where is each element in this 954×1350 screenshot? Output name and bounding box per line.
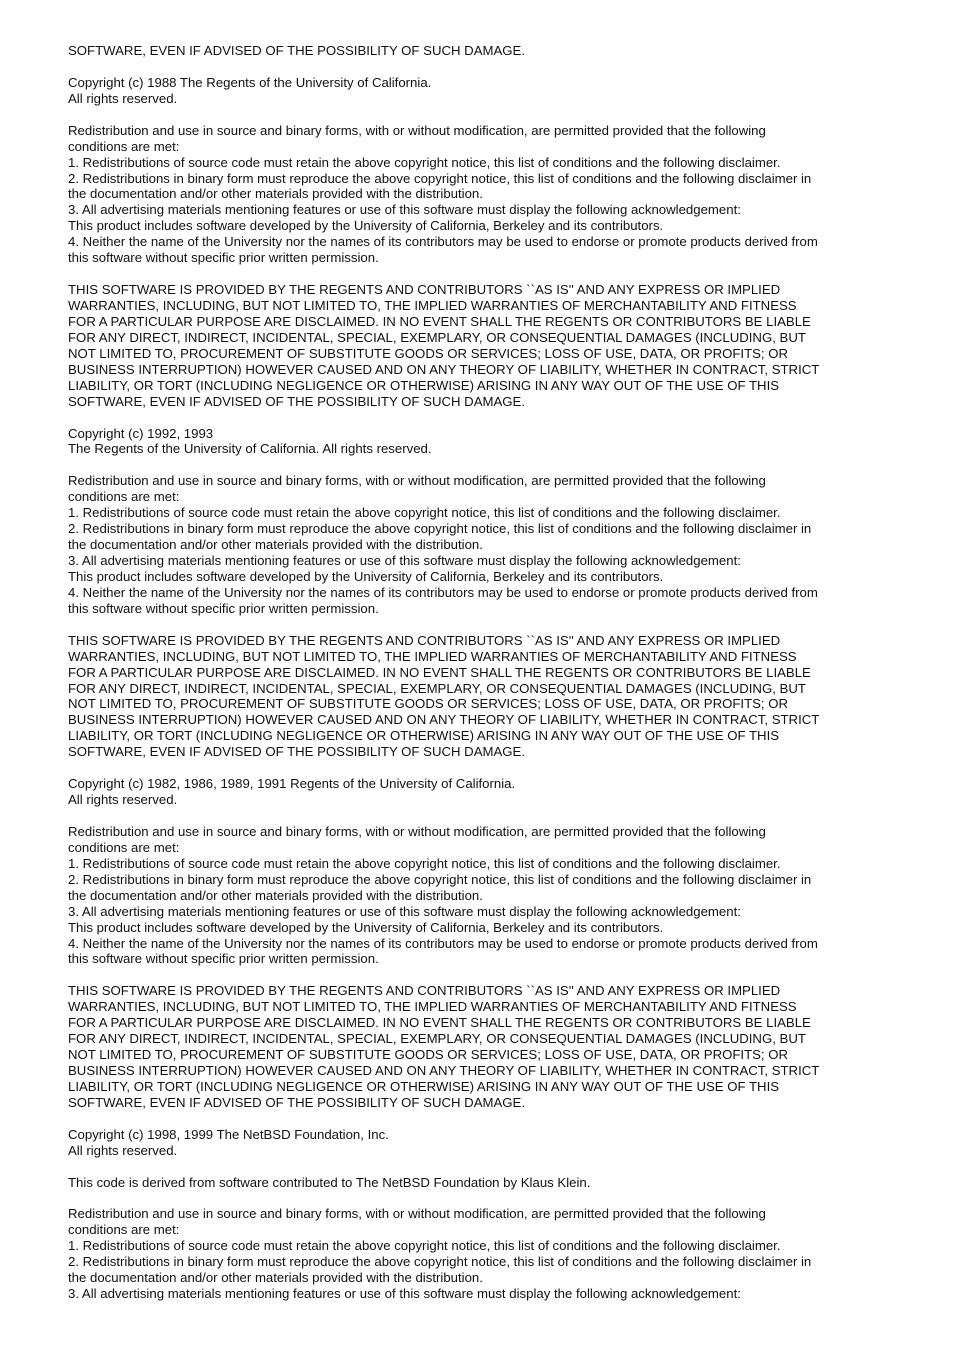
text-line: this software without specific prior written permission. (68, 250, 379, 266)
text-line: Copyright (c) 1988 The Regents of the University of California. (68, 74, 432, 90)
text-line: BUSINESS INTERRUPTION) HOWEVER CAUSED AND ON ANY THEORY OF LIABILITY, WHETHER IN CONTRACT, STRICT (68, 361, 820, 377)
text-line: 4. Neither the name of the University nor the names of its contributors may be used to endorse or promote products derived from (68, 584, 818, 600)
text-line: THIS SOFTWARE IS PROVIDED BY THE REGENTS AND CONTRIBUTORS ``AS IS'' AND ANY EXPRESS OR IMPLIED (68, 632, 781, 648)
text-line: THIS SOFTWARE IS PROVIDED BY THE REGENTS AND CONTRIBUTORS ``AS IS'' AND ANY EXPRESS OR IMPLIED (68, 282, 781, 298)
text-line: FOR A PARTICULAR PURPOSE ARE DISCLAIMED. IN NO EVENT SHALL THE REGENTS OR CONTRIBUTORS BE LIABLE (68, 1015, 811, 1031)
text-line: 3. All advertising materials mentioning features or use of this software must display the following acknowledgement: (68, 553, 741, 568)
text-line: LIABILITY, OR TORT (INCLUDING NEGLIGENCE OR OTHERWISE) ARISING IN ANY WAY OUT OF THE USE OF THIS (68, 728, 780, 744)
text-line: THIS SOFTWARE IS PROVIDED BY THE REGENTS AND CONTRIBUTORS ``AS IS'' AND ANY EXPRESS OR IMPLIED (68, 983, 781, 999)
text-line: LIABILITY, OR TORT (INCLUDING NEGLIGENCE OR OTHERWISE) ARISING IN ANY WAY OUT OF THE USE OF THIS (68, 1078, 780, 1094)
paragraph-warranty-disclaimer (68, 983, 898, 1111)
text-line: 1. Redistributions of source code must retain the above copyright notice, this list of conditions and the following disclaimer. (68, 855, 781, 871)
text-line: 3. All advertising materials mentioning features or use of this software must display the following acknowledgement: (68, 202, 741, 218)
text-line: All rights reserved. (68, 792, 178, 808)
text-line: 3. All advertising materials mentioning features or use of this software must display the following acknowledgement: (68, 903, 741, 919)
text-line: NOT LIMITED TO, PROCUREMENT OF SUBSTITUTE GOODS OR SERVICES; LOSS OF USE, DATA, OR PROFITS; OR (68, 696, 789, 712)
paragraph-disclaimer-end (68, 43, 898, 59)
text-line: 2. Redistributions in binary form must reproduce the above copyright notice, this list of conditions and the following disclaimer in (68, 871, 812, 887)
text-line: FOR A PARTICULAR PURPOSE ARE DISCLAIMED. IN NO EVENT SHALL THE REGENTS OR CONTRIBUTORS BE LIABLE (68, 664, 811, 680)
text-line: conditions are met: (68, 1222, 180, 1238)
text-line: Copyright (c) 1982, 1986, 1989, 1991 Regents of the University of California. (68, 776, 516, 792)
text-line: the documentation and/or other materials provided with the distribution. (68, 537, 483, 553)
text-line: This code is derived from software contributed to The NetBSD Foundation by Klaus Klein. (68, 1174, 591, 1190)
text-line: Redistribution and use in source and binary forms, with or without modification, are permitted provided that the following (68, 122, 766, 138)
text-line: FOR A PARTICULAR PURPOSE ARE DISCLAIMED. IN NO EVENT SHALL THE REGENTS OR CONTRIBUTORS BE LIABLE (68, 313, 811, 329)
text-line: conditions are met: (68, 489, 180, 505)
text-line: Copyright (c) 1992, 1993 (68, 425, 214, 441)
paragraph-conditions (68, 123, 898, 266)
text-line: This product includes software developed by the University of California, Berkeley and its contributors. (68, 919, 664, 935)
text-line: BUSINESS INTERRUPTION) HOWEVER CAUSED AND ON ANY THEORY OF LIABILITY, WHETHER IN CONTRACT, STRICT (68, 712, 820, 728)
paragraph-warranty-disclaimer (68, 282, 898, 410)
text-line: Redistribution and use in source and binary forms, with or without modification, are permitted provided that the following (68, 1206, 766, 1222)
text-line: BUSINESS INTERRUPTION) HOWEVER CAUSED AND ON ANY THEORY OF LIABILITY, WHETHER IN CONTRACT, STRICT (68, 1063, 820, 1078)
text-line: this software without specific prior written permission. (68, 951, 379, 967)
text-line: Copyright (c) 1998, 1999 The NetBSD Foundation, Inc. (68, 1126, 389, 1142)
text-line: SOFTWARE, EVEN IF ADVISED OF THE POSSIBILITY OF SUCH DAMAGE. (68, 744, 526, 760)
text-line: this software without specific prior written permission. (68, 600, 379, 616)
text-line: NOT LIMITED TO, PROCUREMENT OF SUBSTITUTE GOODS OR SERVICES; LOSS OF USE, DATA, OR PROFITS; OR (68, 1047, 789, 1063)
text-line: conditions are met: (68, 839, 180, 855)
text-line: conditions are met: (68, 138, 180, 154)
license-text (68, 43, 898, 1318)
paragraph-conditions (68, 473, 898, 616)
text-line: NOT LIMITED TO, PROCUREMENT OF SUBSTITUTE GOODS OR SERVICES; LOSS OF USE, DATA, OR PROFITS; OR (68, 345, 789, 361)
text-line: LIABILITY, OR TORT (INCLUDING NEGLIGENCE OR OTHERWISE) ARISING IN ANY WAY OUT OF THE USE OF THIS (68, 377, 780, 393)
paragraph-copyright-netbsd (68, 1127, 898, 1159)
paragraph-conditions (68, 1206, 898, 1302)
text-line: Redistribution and use in source and binary forms, with or without modification, are permitted provided that the following (68, 823, 766, 839)
text-line: the documentation and/or other materials provided with the distribution. (68, 186, 483, 202)
text-line: the documentation and/or other materials provided with the distribution. (68, 1270, 483, 1286)
paragraph-derived-notice (68, 1175, 898, 1191)
text-line: 1. Redistributions of source code must retain the above copyright notice, this list of conditions and the following disclaimer. (68, 154, 781, 170)
paragraph-copyright-1992 (68, 426, 898, 458)
text-line: SOFTWARE, EVEN IF ADVISED OF THE POSSIBILITY OF SUCH DAMAGE. (68, 43, 526, 58)
text-line: 3. All advertising materials mentioning features or use of this software must display the following acknowledgement: (68, 1286, 741, 1302)
text-line: SOFTWARE, EVEN IF ADVISED OF THE POSSIBILITY OF SUCH DAMAGE. (68, 393, 526, 409)
text-line: 4. Neither the name of the University nor the names of its contributors may be used to endorse or promote products derived from (68, 234, 818, 250)
text-line: Redistribution and use in source and binary forms, with or without modification, are permitted provided that the following (68, 473, 766, 489)
text-line: 2. Redistributions in binary form must reproduce the above copyright notice, this list of conditions and the following disclaimer in (68, 521, 812, 537)
text-line: The Regents of the University of California. All rights reserved. (68, 441, 432, 457)
text-line: All rights reserved. (68, 90, 178, 106)
paragraph-copyright-1982 (68, 776, 898, 808)
paragraph-warranty-disclaimer (68, 633, 898, 761)
text-line: 4. Neither the name of the University nor the names of its contributors may be used to endorse or promote products derived from (68, 935, 818, 951)
text-line: 1. Redistributions of source code must retain the above copyright notice, this list of conditions and the following disclaimer. (68, 1238, 781, 1254)
text-line: FOR ANY DIRECT, INDIRECT, INCIDENTAL, SPECIAL, EXEMPLARY, OR CONSEQUENTIAL DAMAGES (INCLUDING, BUT (68, 329, 806, 345)
text-line: the documentation and/or other materials provided with the distribution. (68, 887, 483, 903)
text-line: This product includes software developed by the University of California, Berkeley and its contributors. (68, 568, 664, 584)
text-line: 2. Redistributions in binary form must reproduce the above copyright notice, this list of conditions and the following disclaimer in (68, 1254, 812, 1270)
text-line: All rights reserved. (68, 1142, 178, 1158)
text-line: WARRANTIES, INCLUDING, BUT NOT LIMITED TO, THE IMPLIED WARRANTIES OF MERCHANTABILITY AND FITNESS (68, 648, 797, 664)
paragraph-copyright-1988 (68, 75, 898, 107)
text-line: WARRANTIES, INCLUDING, BUT NOT LIMITED TO, THE IMPLIED WARRANTIES OF MERCHANTABILITY AND FITNESS (68, 298, 797, 313)
text-line: 2. Redistributions in binary form must reproduce the above copyright notice, this list of conditions and the following disclaimer in (68, 170, 812, 186)
text-line: SOFTWARE, EVEN IF ADVISED OF THE POSSIBILITY OF SUCH DAMAGE. (68, 1094, 526, 1110)
text-line: 1. Redistributions of source code must retain the above copyright notice, this list of conditions and the following disclaimer. (68, 505, 781, 521)
text-line: This product includes software developed by the University of California, Berkeley and its contributors. (68, 218, 664, 234)
text-line: WARRANTIES, INCLUDING, BUT NOT LIMITED TO, THE IMPLIED WARRANTIES OF MERCHANTABILITY AND FITNESS (68, 999, 797, 1015)
text-line: FOR ANY DIRECT, INDIRECT, INCIDENTAL, SPECIAL, EXEMPLARY, OR CONSEQUENTIAL DAMAGES (INCLUDING, BUT (68, 680, 806, 696)
paragraph-conditions (68, 824, 898, 967)
text-line: FOR ANY DIRECT, INDIRECT, INCIDENTAL, SPECIAL, EXEMPLARY, OR CONSEQUENTIAL DAMAGES (INCLUDING, BUT (68, 1031, 806, 1047)
